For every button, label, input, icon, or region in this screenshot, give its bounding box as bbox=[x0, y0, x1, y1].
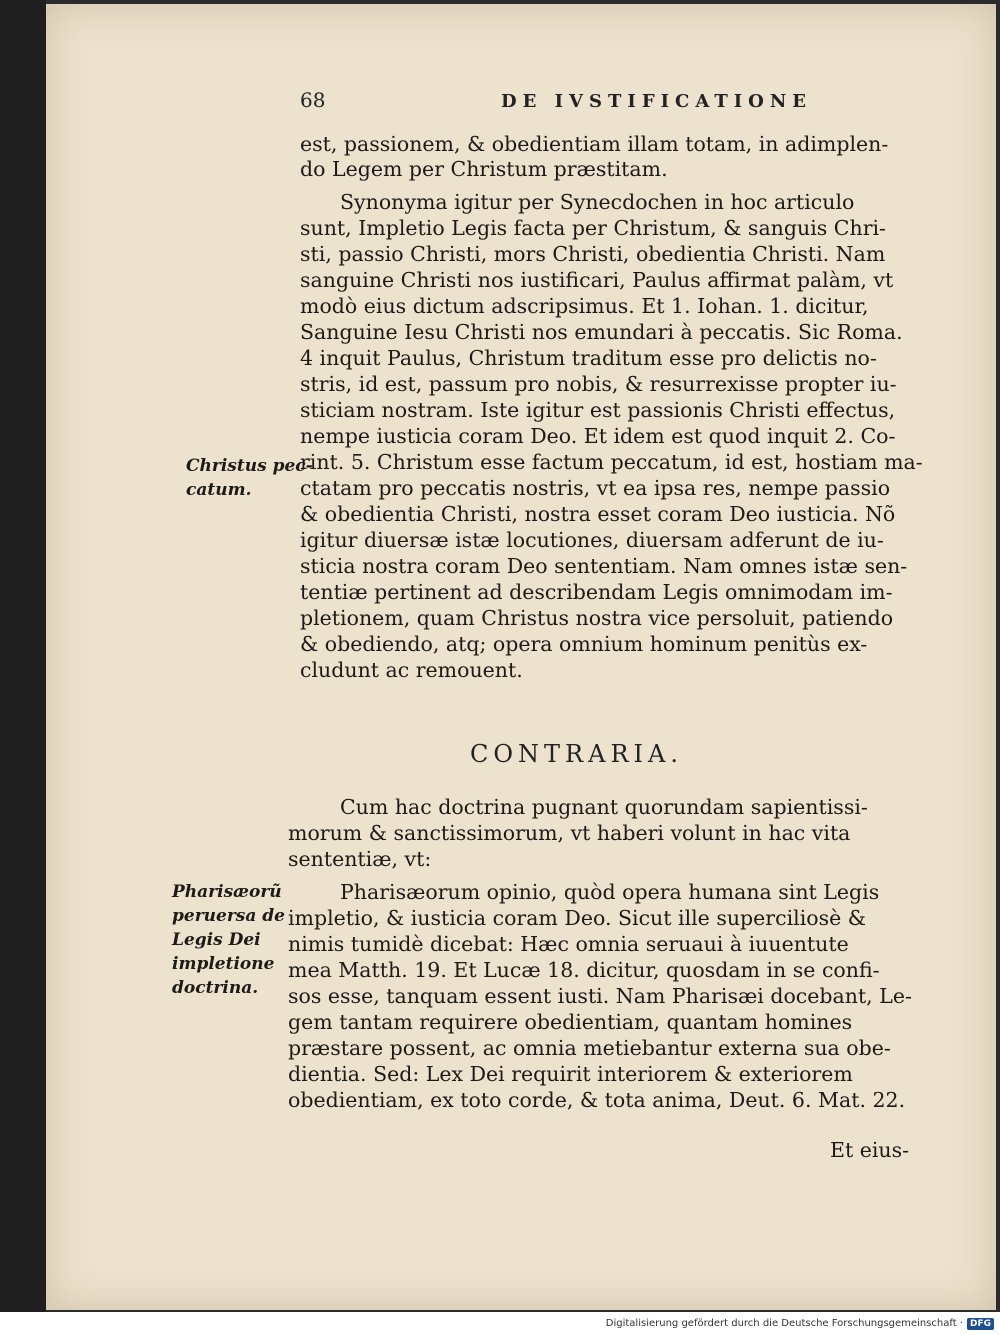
text-line: sententiæ, vt: bbox=[288, 847, 432, 871]
text-line: dientia. Sed: Lex Dei requirit interiorem & exteriorem bbox=[288, 1062, 853, 1086]
text-line: gem tantam requirere obedientiam, quantam homines bbox=[288, 1010, 853, 1034]
scan-left-border bbox=[0, 0, 46, 1335]
text-line: Synonyma igitur per Synecdochen in hoc articulo bbox=[340, 190, 855, 214]
text-line: stris, id est, passum pro nobis, & resurrexisse propter iu- bbox=[300, 372, 897, 396]
text-line: modò eius dictum adscripsimus. Et 1. Iohan. 1. dicitur, bbox=[300, 294, 869, 318]
text-line: igitur diuersæ istæ locutiones, diuersam adferunt de iu- bbox=[300, 528, 884, 552]
margin-note-line: Christus pec- bbox=[186, 456, 313, 476]
margin-note-line: Legis Dei bbox=[172, 930, 261, 950]
text-line: sti, passio Christi, mors Christi, obedientia Christi. Nam bbox=[300, 242, 886, 266]
text-line: præstare possent, ac omnia metiebantur externa sua obe- bbox=[288, 1036, 891, 1060]
text-line: rint. 5. Christum esse factum peccatum, id est, hostiam ma- bbox=[300, 450, 923, 474]
text-line: sanguine Christi nos iustificari, Paulus affirmat palàm, vt bbox=[300, 268, 894, 292]
text-line: do Legem per Christum præstitam. bbox=[300, 157, 668, 181]
running-title: DE IVSTIFICATIONE bbox=[501, 91, 812, 112]
text-line: cludunt ac remouent. bbox=[300, 658, 523, 682]
text-line: mea Matth. 19. Et Lucæ 18. dicitur, quosdam in se confi- bbox=[288, 958, 880, 982]
margin-note-line: catum. bbox=[186, 480, 252, 500]
dfg-logo-icon: DFG bbox=[967, 1318, 994, 1330]
margin-note-line: impletione bbox=[172, 954, 275, 974]
text-line: nimis tumidè dicebat: Hæc omnia seruaui à iuuentute bbox=[288, 932, 849, 956]
running-head bbox=[300, 88, 812, 112]
text-line: Sanguine Iesu Christi nos emundari à peccatis. Sic Roma. bbox=[300, 320, 903, 344]
text-line: tentiæ pertinent ad describendam Legis omnimodam im- bbox=[300, 580, 893, 604]
margin-note-line: doctrina. bbox=[172, 978, 259, 998]
text-line: Cum hac doctrina pugnant quorundam sapientissi- bbox=[340, 795, 868, 819]
text-line: sticia nostra coram Deo sententiam. Nam omnes istæ sen- bbox=[300, 554, 908, 578]
margin-note-line: peruersa de bbox=[172, 906, 285, 926]
text-line: sunt, Impletio Legis facta per Christum, & sanguis Chri- bbox=[300, 216, 886, 240]
footer-bar bbox=[0, 1312, 1000, 1335]
text-line: sticiam nostram. Iste igitur est passionis Christi effectus, bbox=[300, 398, 896, 422]
text-line: ctatam pro peccatis nostris, vt ea ipsa res, nempe passio bbox=[300, 476, 891, 500]
footer-text: Digitalisierung gefördert durch die Deutsche Forschungsgemeinschaft · bbox=[605, 1318, 963, 1329]
catchword: Et eius- bbox=[830, 1138, 910, 1162]
text-line: pletionem, quam Christus nostra vice persoluit, patiendo bbox=[300, 606, 894, 630]
text-line: nempe iusticia coram Deo. Et idem est quod inquit 2. Co- bbox=[300, 424, 896, 448]
text-line: sos esse, tanquam essent iusti. Nam Pharisæi docebant, Le- bbox=[288, 984, 912, 1008]
text-line: impletio, & iusticia coram Deo. Sicut ille superciliosè & bbox=[288, 906, 867, 930]
text-line: Pharisæorum opinio, quòd opera humana sint Legis bbox=[340, 880, 880, 904]
section-heading: CONTRARIA. bbox=[470, 740, 683, 768]
text-line: obedientiam, ex toto corde, & tota anima, Deut. 6. Mat. 22. bbox=[288, 1088, 906, 1112]
text-line: 4 inquit Paulus, Christum traditum esse pro delictis no- bbox=[300, 346, 877, 370]
margin-note-christus-peccatum bbox=[186, 454, 313, 502]
text-line: est, passionem, & obedientiam illam totam, in adimplen- bbox=[300, 132, 889, 156]
text-line: & obediendo, atq; opera omnium hominum penitùs ex- bbox=[300, 632, 868, 656]
margin-note-pharisaeorum bbox=[172, 880, 285, 1000]
page-number: 68 bbox=[300, 88, 326, 112]
text-line: morum & sanctissimorum, vt haberi volunt in hac vita bbox=[288, 821, 851, 845]
text-line: & obedientia Christi, nostra esset coram Deo iusticia. Nõ bbox=[300, 502, 896, 526]
margin-note-line: Pharisæorũ bbox=[172, 882, 282, 902]
